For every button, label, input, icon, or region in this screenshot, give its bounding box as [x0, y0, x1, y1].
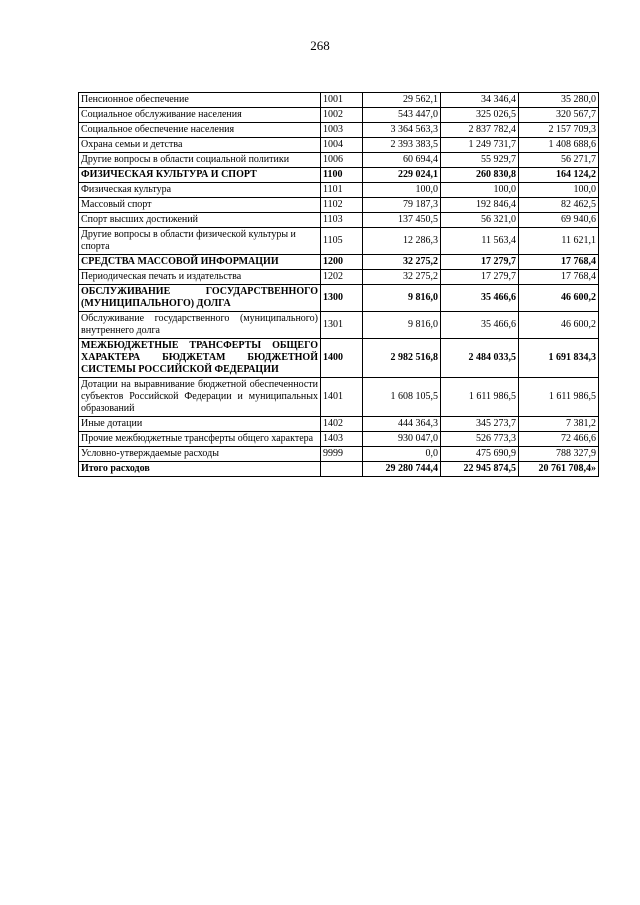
row-value-1: 1 608 105,5 [363, 378, 441, 417]
row-value-1: 9 816,0 [363, 312, 441, 339]
row-code: 1103 [321, 213, 363, 228]
table-row [79, 108, 599, 123]
table-row [79, 123, 599, 138]
table-row [79, 312, 599, 339]
row-name: Социальное обслуживание населения [79, 108, 321, 123]
table-row [79, 168, 599, 183]
row-value-1: 2 982 516,8 [363, 339, 441, 378]
table-row [79, 339, 599, 378]
row-value-2: 17 279,7 [441, 270, 519, 285]
row-value-2: 475 690,9 [441, 447, 519, 462]
row-value-3: 1 691 834,3 [519, 339, 599, 378]
row-value-1: 79 187,3 [363, 198, 441, 213]
row-value-3: 20 761 708,4» [519, 462, 599, 477]
row-name: Другие вопросы в области физической культуры и спорта [79, 228, 321, 255]
row-value-3: 7 381,2 [519, 417, 599, 432]
row-value-3: 1 611 986,5 [519, 378, 599, 417]
row-value-2: 35 466,6 [441, 312, 519, 339]
row-value-1: 12 286,3 [363, 228, 441, 255]
table-row [79, 183, 599, 198]
row-code: 1202 [321, 270, 363, 285]
row-name: Физическая культура [79, 183, 321, 198]
row-value-3: 35 280,0 [519, 93, 599, 108]
row-code: 1003 [321, 123, 363, 138]
row-code: 1301 [321, 312, 363, 339]
row-code: 9999 [321, 447, 363, 462]
row-value-2: 34 346,4 [441, 93, 519, 108]
row-name: Другие вопросы в области социальной политики [79, 153, 321, 168]
row-value-3: 788 327,9 [519, 447, 599, 462]
row-value-2: 35 466,6 [441, 285, 519, 312]
row-value-3: 100,0 [519, 183, 599, 198]
row-value-3: 17 768,4 [519, 270, 599, 285]
row-name: Охрана семьи и детства [79, 138, 321, 153]
page-number: 268 [310, 38, 330, 53]
row-code: 1102 [321, 198, 363, 213]
row-value-1: 100,0 [363, 183, 441, 198]
row-value-2: 17 279,7 [441, 255, 519, 270]
row-name: Итого расходов [79, 462, 321, 477]
row-value-3: 11 621,1 [519, 228, 599, 255]
row-name: Социальное обеспечение населения [79, 123, 321, 138]
row-code: 1004 [321, 138, 363, 153]
table-body [79, 93, 599, 477]
row-value-1: 60 694,4 [363, 153, 441, 168]
table-row [79, 462, 599, 477]
row-value-1: 29 562,1 [363, 93, 441, 108]
row-value-2: 55 929,7 [441, 153, 519, 168]
row-name: Периодическая печать и издательства [79, 270, 321, 285]
row-code: 1403 [321, 432, 363, 447]
row-name: Массовый спорт [79, 198, 321, 213]
row-value-2: 260 830,8 [441, 168, 519, 183]
row-code: 1100 [321, 168, 363, 183]
row-value-1: 444 364,3 [363, 417, 441, 432]
row-code: 1402 [321, 417, 363, 432]
row-code: 1401 [321, 378, 363, 417]
row-name: Обслуживание государственного (муниципального) внутреннего долга [79, 312, 321, 339]
row-value-3: 2 157 709,3 [519, 123, 599, 138]
table-row [79, 93, 599, 108]
row-value-1: 3 364 563,3 [363, 123, 441, 138]
row-value-3: 46 600,2 [519, 285, 599, 312]
row-name: Дотации на выравнивание бюджетной обеспеченности субъектов Российской Федерации и муниципальных образований [79, 378, 321, 417]
budget-expenditure-table [78, 92, 599, 477]
row-value-1: 2 393 383,5 [363, 138, 441, 153]
table-row [79, 378, 599, 417]
row-value-1: 930 047,0 [363, 432, 441, 447]
table-row [79, 447, 599, 462]
table-row [79, 213, 599, 228]
row-value-3: 320 567,7 [519, 108, 599, 123]
table-row [79, 198, 599, 213]
row-value-2: 526 773,3 [441, 432, 519, 447]
row-code: 1105 [321, 228, 363, 255]
row-value-2: 11 563,4 [441, 228, 519, 255]
row-value-3: 72 466,6 [519, 432, 599, 447]
table-row [79, 285, 599, 312]
row-value-3: 164 124,2 [519, 168, 599, 183]
row-value-1: 543 447,0 [363, 108, 441, 123]
row-value-2: 100,0 [441, 183, 519, 198]
table-row [79, 432, 599, 447]
row-value-3: 1 408 688,6 [519, 138, 599, 153]
row-value-2: 2 837 782,4 [441, 123, 519, 138]
row-value-3: 82 462,5 [519, 198, 599, 213]
row-value-1: 32 275,2 [363, 270, 441, 285]
table-row [79, 270, 599, 285]
row-value-2: 192 846,4 [441, 198, 519, 213]
row-value-2: 22 945 874,5 [441, 462, 519, 477]
row-value-1: 29 280 744,4 [363, 462, 441, 477]
row-name: МЕЖБЮДЖЕТНЫЕ ТРАНСФЕРТЫ ОБЩЕГО ХАРАКТЕРА БЮДЖЕТАМ БЮДЖЕТНОЙ СИСТЕМЫ РОССИЙСКОЙ ФЕДЕРАЦИИ [79, 339, 321, 378]
row-value-2: 325 026,5 [441, 108, 519, 123]
row-value-2: 56 321,0 [441, 213, 519, 228]
row-value-1: 229 024,1 [363, 168, 441, 183]
row-value-1: 32 275,2 [363, 255, 441, 270]
table-row [79, 417, 599, 432]
row-code: 1006 [321, 153, 363, 168]
row-value-2: 1 249 731,7 [441, 138, 519, 153]
row-name: Условно-утверждаемые расходы [79, 447, 321, 462]
row-value-3: 46 600,2 [519, 312, 599, 339]
row-code: 1300 [321, 285, 363, 312]
row-value-3: 69 940,6 [519, 213, 599, 228]
row-code: 1400 [321, 339, 363, 378]
table-row [79, 153, 599, 168]
row-name: СРЕДСТВА МАССОВОЙ ИНФОРМАЦИИ [79, 255, 321, 270]
row-value-2: 2 484 033,5 [441, 339, 519, 378]
row-value-1: 137 450,5 [363, 213, 441, 228]
row-value-2: 1 611 986,5 [441, 378, 519, 417]
row-value-1: 9 816,0 [363, 285, 441, 312]
row-value-1: 0,0 [363, 447, 441, 462]
row-code: 1101 [321, 183, 363, 198]
table-row [79, 255, 599, 270]
row-name: ФИЗИЧЕСКАЯ КУЛЬТУРА И СПОРТ [79, 168, 321, 183]
row-name: Прочие межбюджетные трансферты общего характера [79, 432, 321, 447]
row-code: 1200 [321, 255, 363, 270]
row-code [321, 462, 363, 477]
row-name: ОБСЛУЖИВАНИЕ ГОСУДАРСТВЕННОГО (МУНИЦИПАЛЬНОГО) ДОЛГА [79, 285, 321, 312]
table-row [79, 138, 599, 153]
row-code: 1001 [321, 93, 363, 108]
row-value-3: 17 768,4 [519, 255, 599, 270]
row-name: Иные дотации [79, 417, 321, 432]
row-value-3: 56 271,7 [519, 153, 599, 168]
row-name: Пенсионное обеспечение [79, 93, 321, 108]
table-row [79, 228, 599, 255]
row-value-2: 345 273,7 [441, 417, 519, 432]
row-name: Спорт высших достижений [79, 213, 321, 228]
row-code: 1002 [321, 108, 363, 123]
